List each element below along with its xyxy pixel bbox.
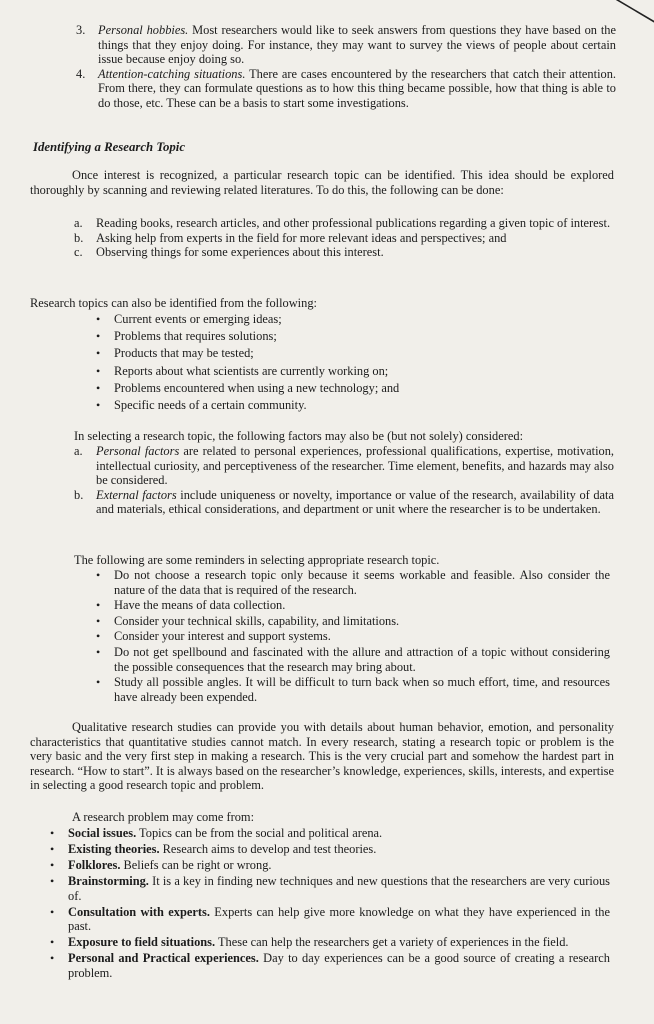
bullet-icon: • [50,873,55,888]
list-item-term: External factors [96,487,177,502]
list-item-term: Existing theories. [68,841,160,856]
list-item-text: These can help the researchers get a variety of experiences in the field. [215,935,569,950]
list-item-text: Problems that requires solutions; [114,329,277,344]
list-item-text: Study all possible angles. It will be difficult to turn back when so much effort, time, and resources have already been expended. [114,675,610,704]
list-item [92,381,592,396]
list-item-text: There are cases encountered by the researchers that catch their attention. From there, they can formulate questions as to how this thing became possible, how that thing is able to do those, etc. These can be a basis to start some investigations. [98,66,617,110]
bullet-icon: • [96,613,101,628]
list-marker: b. [74,230,84,245]
bullet-icon: • [96,675,101,690]
list-item-text: Have the means of data collection. [114,598,286,613]
list-item [46,935,610,950]
intro-paragraph: Once interest is recognized, a particular research topic can be identified. This idea should be explored thoroughly by scanning and reviewing related literatures. To do this, the following can be done: [30,168,614,197]
list-item-text: Reading books, research articles, and other professional publications regarding a given topic of interest. [96,216,611,230]
lettered-list [74,216,614,260]
list-item-text: Current events or emerging ideas; [114,312,282,326]
list-marker: a. [74,216,83,230]
list-item [92,364,592,379]
list-item [76,23,616,67]
list-marker: 4. [76,66,86,81]
list-item-text: Consider your technical skills, capability, and limitations. [114,613,400,628]
list-marker: 3. [76,23,86,37]
list-item-term: Folklores. [68,857,121,872]
list-item-term: Personal factors [96,444,180,458]
list-item [92,329,592,344]
list-item [74,444,614,488]
list-item [92,346,592,361]
reminders-intro: The following are some reminders in selecting appropriate research topic. [74,553,440,567]
bullet-icon: • [96,312,101,326]
list-item-text: Research aims to develop and test theories. [159,841,377,856]
list-item-term: Personal hobbies. [98,23,189,37]
factors-intro: In selecting a research topic, the following factors may also be (but not solely) considered: [74,429,524,443]
list-item-text: Consider your interest and support systems. [114,629,331,644]
list-item [74,231,614,246]
bullet-icon: • [50,904,55,919]
list-item [46,905,610,934]
sources-intro: Research topics can also be identified from the following: [30,296,317,310]
list-item [46,826,610,841]
list-marker: c. [74,245,83,260]
list-item-term: Personal and Practical experiences. [68,951,259,966]
list-item [92,598,610,613]
bullet-icon: • [96,329,101,344]
list-item [92,645,610,674]
list-marker: a. [74,444,83,458]
list-item-text: Products that may be tested; [114,346,254,361]
list-item [92,675,610,704]
qualitative-paragraph: Qualitative research studies can provide you with details about human behavior, emotion, and personality characteristics that quantitative studies cannot match. In every research, stating a research topic or problem is the very basic and the very first step in making a research. This is the very crucial part and somehow the hardest part in research. “How to start”. It is always based on the researcher’s knowledge, experiences, skills, interests, and expertise in selecting a good research topic and problem. [30,720,614,793]
list-item-term: Exposure to field situations. [68,935,216,950]
list-item [74,245,614,260]
list-item-text: Observing things for some experiences about this interest. [96,245,384,260]
list-item-text: Beliefs can be right or wrong. [120,857,272,872]
bullet-icon: • [96,644,101,659]
list-item-text: Asking help from experts in the field for more relevant ideas and perspectives; and [96,230,507,245]
bullet-icon: • [96,397,101,412]
list-item-text: Day to day experiences can be a good source of creating a research problem. [68,951,610,980]
bullet-icon: • [96,346,101,361]
bullet-icon: • [96,568,101,582]
problem-intro: A research problem may come from: [72,810,255,824]
list-item-text: are related to personal experiences, professional qualifications, expertise, motivation, intellectual curiosity, and perceptiveness of the researcher. Time element, benefits, and hazards may also be considered. [96,444,614,488]
bullet-icon: • [50,935,55,950]
list-item [74,216,614,231]
bullet-icon: • [50,857,55,872]
list-item [46,842,610,857]
list-item [92,312,592,327]
numbered-list [76,23,616,111]
list-item-text: Experts can help give more knowledge on what they have experienced in the past. [68,904,610,934]
list-item [46,874,610,903]
list-item [74,488,614,517]
list-item-term: Attention-catching situations. [98,66,246,81]
factors-list [74,444,614,517]
bullet-icon: • [96,380,101,395]
reminders-bullet-list [92,568,610,705]
list-item [76,67,616,111]
list-item-text: Topics can be from the social and political arena. [136,826,383,840]
list-item-term: Social issues. [68,826,137,840]
bullet-icon: • [50,951,55,966]
problem-sources-list [46,826,610,982]
pen-stroke-mark [612,0,654,26]
list-item [92,614,610,629]
list-item-term: Brainstorming. [68,873,149,888]
list-item-text: Most researchers would like to seek answers from questions they have based on the things that they enjoy doing. For instance, they may want to survey the views of people about certain issue because enjoy doing so. [98,23,616,67]
list-item [46,858,610,873]
bullet-icon: • [50,826,55,840]
sources-bullet-list [92,312,592,415]
list-item-text: Do not get spellbound and fascinated with the allure and attraction of a topic without considering the possible consequences that the research may bring about. [114,644,610,674]
list-item-text: include uniqueness or novelty, importance or value of the research, availability of data and materials, ethical considerations, and department or unit where the researcher is to be undertaken. [96,487,614,517]
list-item-text: It is a key in finding new techniques and new questions that the researchers are very curious of. [68,873,610,903]
list-item-text: Problems encountered when using a new technology; and [114,380,400,395]
list-item-term: Consultation with experts. [68,904,210,919]
list-item [46,951,610,980]
list-item [92,398,592,413]
list-item-text: Specific needs of a certain community. [114,397,307,412]
bullet-icon: • [50,841,55,856]
list-item-text: Do not choose a research topic only because it seems workable and feasible. Also consider the nature of the data that is required of the research. [114,568,610,597]
bullet-icon: • [96,363,101,378]
section-heading: Identifying a Research Topic [33,140,186,154]
bullet-icon: • [96,598,101,613]
list-item-text: Reports about what scientists are currently working on; [114,363,389,378]
list-item [92,568,610,597]
list-marker: b. [74,487,84,502]
list-item [92,629,610,644]
bullet-icon: • [96,629,101,644]
